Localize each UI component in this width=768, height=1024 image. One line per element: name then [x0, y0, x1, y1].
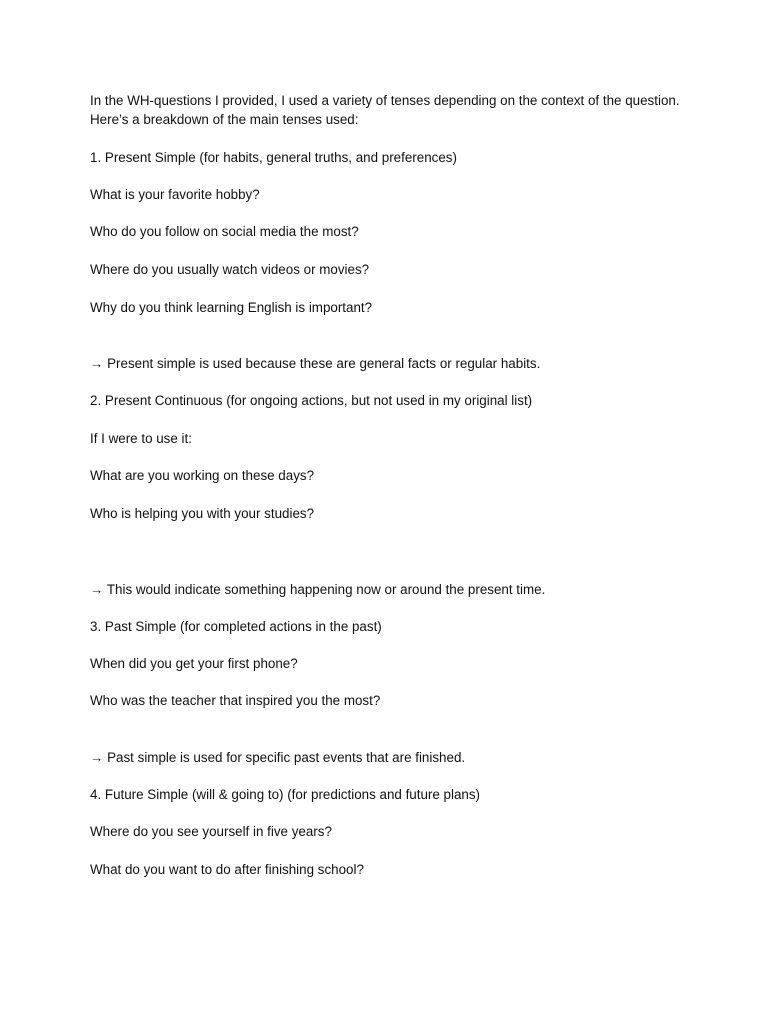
section-3-question-2: Who was the teacher that inspired you the most?	[90, 693, 381, 708]
section-2-heading: 2. Present Continuous (for ongoing actions, but not used in my original list)	[90, 393, 533, 408]
section-3-heading: 3. Past Simple (for completed actions in the past)	[90, 619, 382, 634]
section-1-note: → Present simple is used because these are general facts or regular habits.	[90, 356, 541, 371]
section-1-question-1: What is your favorite hobby?	[90, 187, 260, 202]
section-2-question-2: Who is helping you with your studies?	[90, 506, 315, 521]
section-1-question-2: Who do you follow on social media the most?	[90, 224, 359, 239]
section-4-question-1: Where do you see yourself in five years?	[90, 824, 332, 839]
section-4-heading: 4. Future Simple (will & going to) (for predictions and future plans)	[90, 787, 480, 802]
section-1-heading: 1. Present Simple (for habits, general truths, and preferences)	[90, 150, 457, 165]
section-3-note: → Past simple is used for specific past events that are finished.	[90, 750, 466, 765]
intro-paragraph: In the WH-questions I provided, I used a variety of tenses depending on the context of the question. Here’s a breakdown of the main tenses used:	[90, 93, 680, 127]
section-3-question-1: When did you get your first phone?	[90, 656, 298, 671]
section-1-question-3: Where do you usually watch videos or movies?	[90, 262, 370, 277]
section-4-question-2: What do you want to do after finishing school?	[90, 862, 364, 877]
section-2-question-1: What are you working on these days?	[90, 468, 315, 483]
section-2-lead: If I were to use it:	[90, 431, 192, 446]
section-1-question-4: Why do you think learning English is important?	[90, 300, 373, 315]
section-2-note: → This would indicate something happening now or around the present time.	[90, 582, 546, 597]
